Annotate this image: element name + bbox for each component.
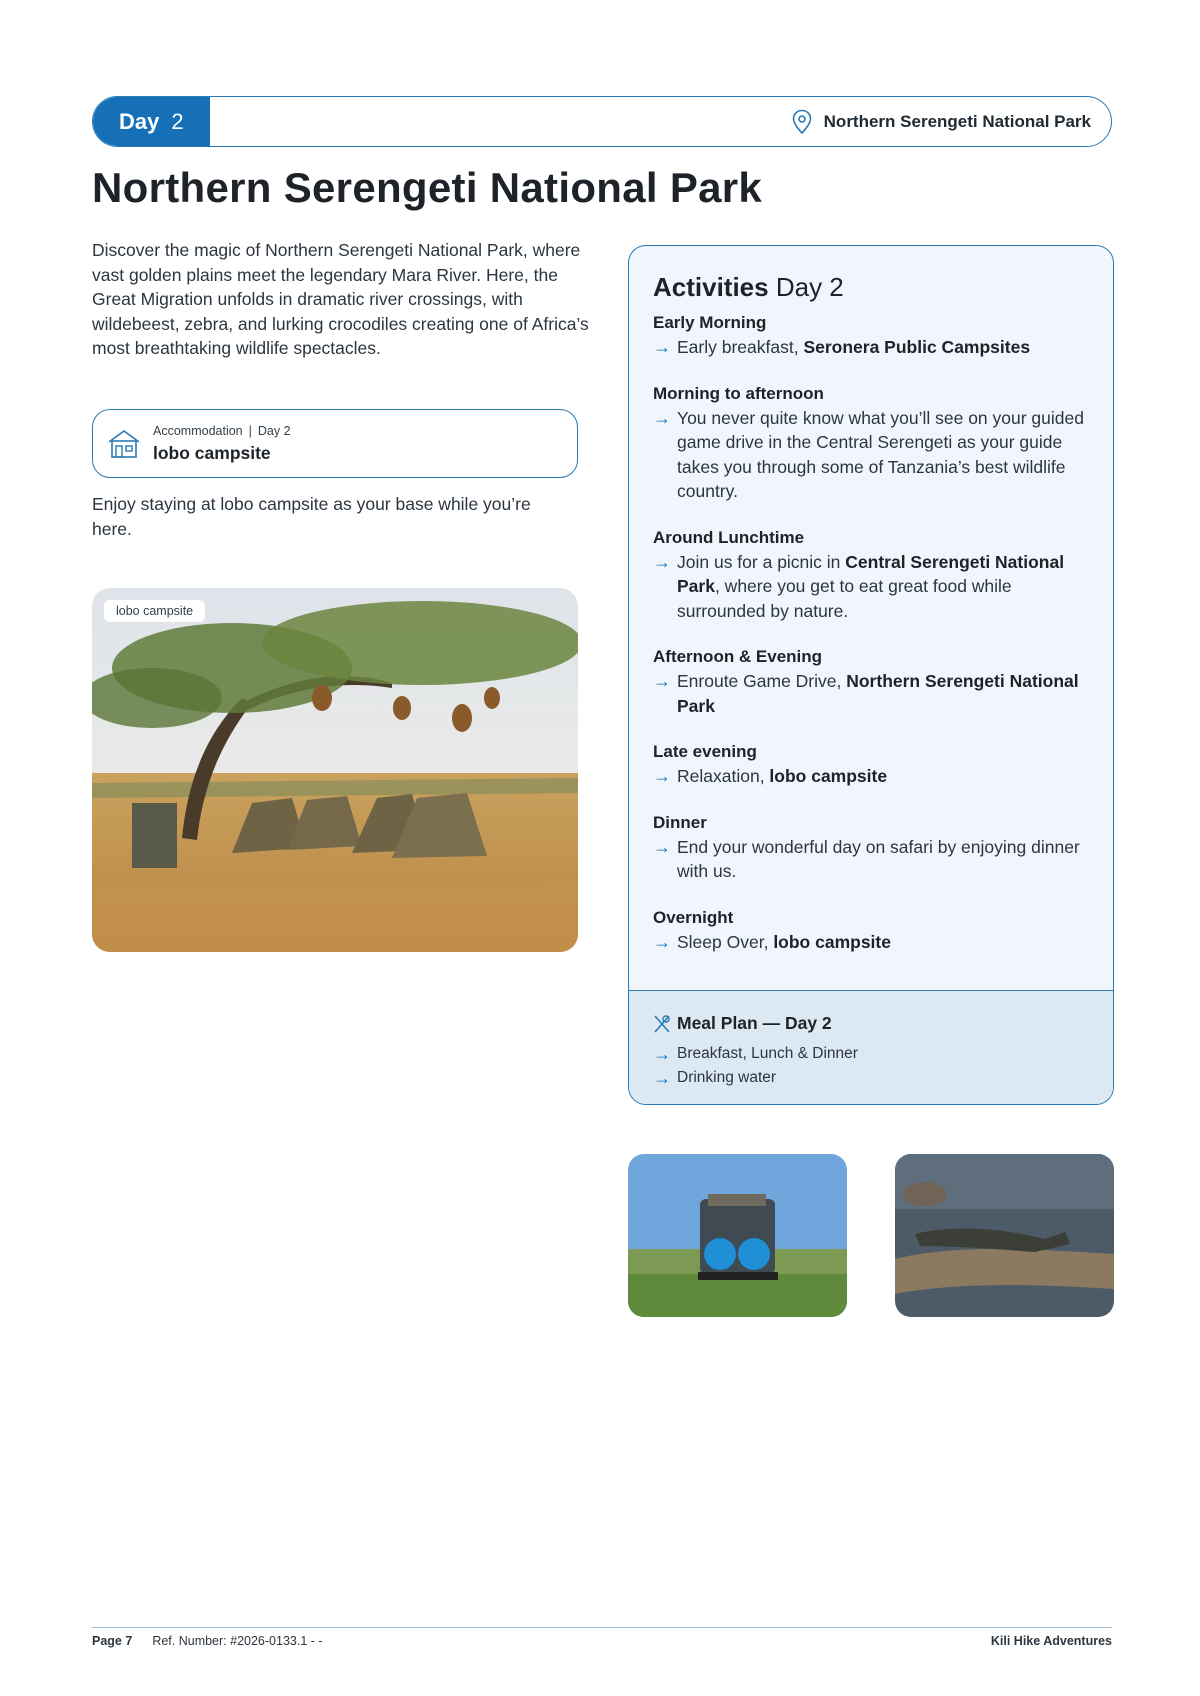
activity-description	[677, 835, 1091, 884]
activity-text: Early breakfast,	[677, 337, 804, 357]
activity-slot	[653, 908, 1091, 955]
activity-time-label: Morning to afternoon	[653, 383, 824, 403]
activity-slot	[653, 384, 1091, 504]
activities-list	[653, 313, 1091, 954]
intro-paragraph: Discover the magic of Northern Serengeti National Park, where vast golden plains meet the legendary Mara River. Here, the Great Migration unfolds in dramatic river crossings, with wildebeest, zebra, and lurking crocodiles creating one of Africa’s most breathtaking wildlife spectacles.	[92, 240, 589, 358]
arrow-right-icon: →	[653, 836, 671, 857]
activity-text: Enroute Game Drive,	[677, 671, 847, 691]
activity-description	[677, 930, 891, 955]
activity-time-label: Around Lunchtime	[653, 527, 805, 547]
crocodile-photo	[895, 1154, 1114, 1317]
safari-vehicle-photo	[628, 1154, 847, 1317]
activity-description	[677, 764, 887, 789]
page-footer	[92, 1627, 1112, 1648]
activity-place: Central Serengeti National Park	[677, 551, 1065, 596]
activity-slot	[653, 647, 1091, 718]
activity-line	[653, 835, 1091, 884]
activity-text: Join us for a picnic in	[677, 551, 846, 572]
activity-time-label: Afternoon & Evening	[653, 647, 823, 666]
activities-title	[653, 272, 1091, 303]
activity-text: You never quite know what you’ll see on your guided game drive in the Central Serengeti as your guide takes you through some of Tanzania’s best wildlife country.	[677, 407, 1084, 501]
activity-time-label: Overnight	[653, 907, 734, 927]
activity-slot	[653, 313, 1091, 360]
meal-plan-title	[653, 1013, 1089, 1034]
activity-line	[653, 669, 1091, 718]
activity-time-label: Early Morning	[653, 313, 767, 332]
activities-card	[628, 245, 1114, 1105]
activity-time-label: Dinner	[653, 812, 707, 832]
day-location	[792, 109, 1111, 135]
activity-place: lobo campsite	[773, 931, 891, 952]
activity-line	[653, 335, 1091, 360]
activity-slot	[653, 528, 1091, 624]
activity-line	[653, 930, 1091, 955]
accommodation-label: Accommodation	[153, 423, 243, 438]
photo-caption-tag: lobo campsite	[104, 600, 205, 622]
accommodation-description: Enjoy staying at lobo campsite as your base while you’re here.	[92, 494, 531, 539]
activity-line	[653, 406, 1091, 504]
activity-time-label: Late evening	[653, 742, 757, 761]
day-header-bar	[92, 96, 1112, 147]
activity-place: lobo campsite	[769, 766, 888, 786]
meal-item	[653, 1042, 1089, 1066]
day-location-label: Northern Serengeti National Park	[823, 111, 1091, 131]
brand-name: Kili Hike Adventures	[990, 1634, 1112, 1648]
activity-slot	[653, 813, 1091, 884]
activity-description	[677, 406, 1091, 504]
activity-text: End your wonderful day on safari by enjoying dinner with us.	[677, 836, 1080, 881]
arrow-right-icon: →	[653, 337, 671, 357]
activity-slot	[653, 742, 1091, 789]
utensils-icon	[653, 1014, 671, 1034]
activity-description	[677, 335, 1030, 360]
activity-text-after: , where you get to eat great food while surrounded by nature.	[677, 576, 1012, 621]
activity-description	[677, 669, 1091, 718]
accommodation-card	[92, 409, 578, 478]
day-number: 2	[171, 108, 184, 134]
arrow-right-icon: →	[653, 407, 671, 428]
meal-item-text: Drinking water	[677, 1069, 777, 1086]
activity-line	[653, 764, 1091, 789]
arrow-right-icon: →	[653, 931, 671, 952]
day-word: Day	[119, 108, 160, 134]
activities-title-day: Day 2	[775, 272, 844, 302]
location-pin-icon	[792, 109, 812, 135]
activity-text: Sleep Over,	[677, 931, 774, 952]
activity-line	[653, 550, 1091, 624]
activities-title-bold: Activities	[653, 272, 769, 302]
page-number: Page 7	[92, 1634, 133, 1648]
arrow-right-icon: →	[653, 1068, 671, 1088]
activity-place: Seronera Public Campsites	[803, 337, 1031, 357]
activity-place: Northern Serengeti National Park	[677, 671, 1079, 716]
arrow-right-icon: →	[653, 1044, 671, 1064]
meal-item-text: Breakfast, Lunch & Dinner	[677, 1045, 858, 1062]
page-title: Northern Serengeti National Park	[92, 164, 763, 211]
activity-description	[677, 550, 1091, 624]
activity-text: Relaxation,	[677, 766, 770, 786]
meal-plan	[629, 990, 1113, 1104]
meal-item	[653, 1066, 1089, 1090]
house-icon	[107, 429, 141, 459]
accommodation-name: lobo campsite	[153, 442, 271, 463]
accommodation-meta: Accommodation | Day 2	[153, 423, 291, 438]
arrow-right-icon: →	[653, 551, 671, 572]
arrow-right-icon: →	[653, 766, 671, 786]
arrow-right-icon: →	[653, 671, 671, 691]
meal-plan-title-text: Meal Plan — Day 2	[677, 1013, 832, 1033]
campsite-photo	[92, 588, 578, 952]
accommodation-day: Day 2	[257, 423, 291, 438]
day-badge	[93, 97, 210, 146]
reference-number: Ref. Number: #2026-0133.1 - -	[152, 1634, 323, 1648]
